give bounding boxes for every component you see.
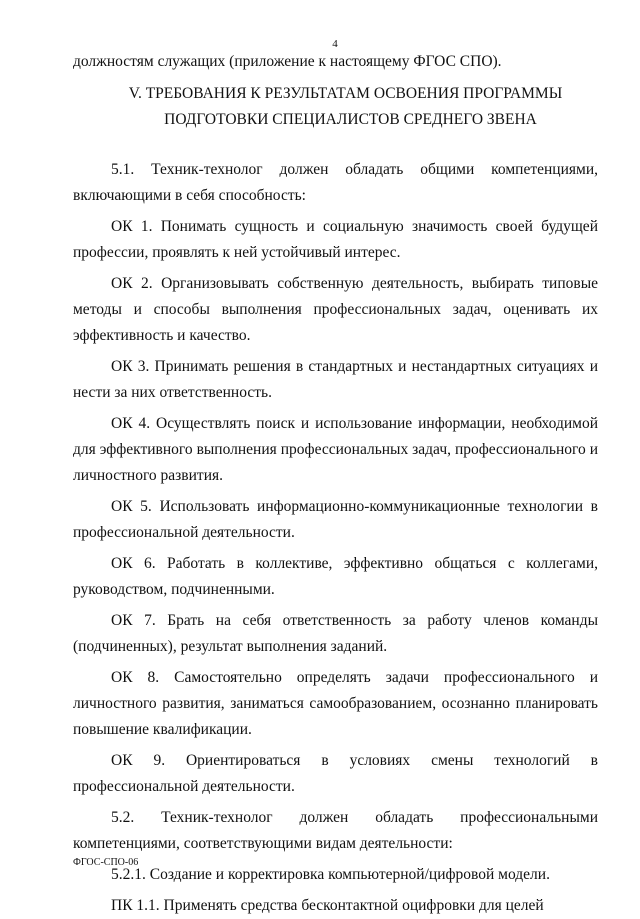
competency-ok7: ОК 7. Брать на себя ответственность за работу членов команды (подчиненных), результат выполнения заданий. bbox=[73, 612, 598, 655]
section-heading-line-1: V. ТРЕБОВАНИЯ К РЕЗУЛЬТАТАМ ОСВОЕНИЯ ПРОГРАММЫ bbox=[128, 85, 563, 102]
competency-ok8: ОК 8. Самостоятельно определять задачи профессионального и личностного развития, заниматься самообразованием, осознанно планировать повышение квалификации. bbox=[73, 669, 598, 738]
paragraph-5-2: 5.2. Техник-технолог должен обладать профессиональными компетенциями, соответствующими видам деятельности: bbox=[73, 809, 598, 852]
paragraph-5-2-1: 5.2.1. Создание и корректировка компьютерной/цифровой модели. bbox=[111, 866, 550, 883]
document-code-footer: ФГОС-СПО-06 bbox=[73, 857, 139, 868]
continuation-line: должностям служащих (приложение к настоящему ФГОС СПО). bbox=[73, 53, 502, 70]
competency-ok2: ОК 2. Организовывать собственную деятельность, выбирать типовые методы и способы выполнения профессиональных задач, оценивать их эффективность и качество. bbox=[73, 275, 598, 344]
competency-ok4: ОК 4. Осуществлять поиск и использование информации, необходимой для эффективного выполнения профессиональных задач, профессионального и личностного развития. bbox=[73, 415, 598, 484]
competency-ok6: ОК 6. Работать в коллективе, эффективно общаться с коллегами, руководством, подчиненными. bbox=[73, 555, 598, 598]
page-number: 4 bbox=[332, 38, 338, 50]
section-heading-line-2: ПОДГОТОВКИ СПЕЦИАЛИСТОВ СРЕДНЕГО ЗВЕНА bbox=[164, 111, 537, 128]
competency-ok5: ОК 5. Использовать информационно-коммуникационные технологии в профессиональной деятельности. bbox=[73, 498, 598, 541]
paragraph-5-1: 5.1. Техник-технолог должен обладать общими компетенциями, включающими в себя способность: bbox=[73, 161, 598, 204]
competency-ok9: ОК 9. Ориентироваться в условиях смены технологий в профессиональной деятельности. bbox=[73, 752, 598, 795]
competency-ok3: ОК 3. Принимать решения в стандартных и нестандартных ситуациях и нести за них ответственность. bbox=[73, 358, 598, 401]
competency-ok1: ОК 1. Понимать сущность и социальную значимость своей будущей профессии, проявлять к ней устойчивый интерес. bbox=[73, 218, 598, 261]
document-body bbox=[73, 49, 598, 919]
competency-pk-1-1: ПК 1.1. Применять средства бесконтактной оцифровки для целей bbox=[111, 897, 544, 914]
